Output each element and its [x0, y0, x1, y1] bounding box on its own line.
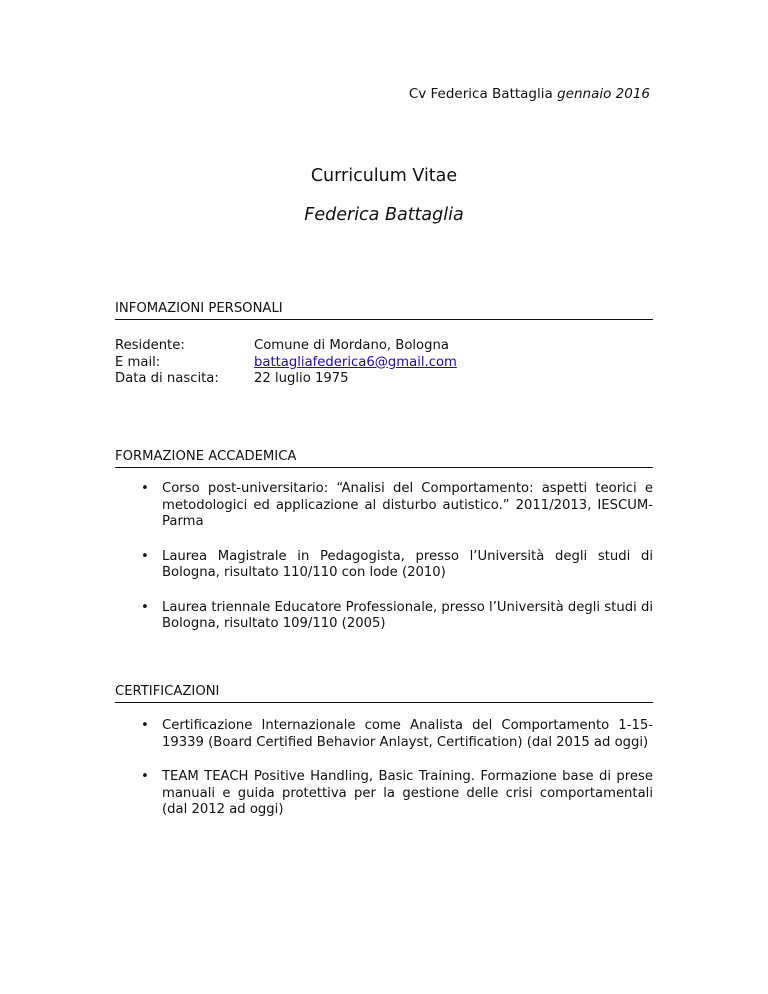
info-value-residence: Comune di Mordano, Bologna	[254, 338, 449, 353]
bullet-marker: •	[141, 769, 149, 784]
certifications-list	[115, 718, 653, 837]
education-item-text: Laurea triennale Educatore Professionale, presso l’Università degli studi di Bologna, risultato 109/110 (2005)	[162, 599, 653, 631]
page-header	[409, 86, 650, 102]
section-heading-certifications: CERTIFICAZIONI	[115, 684, 653, 703]
header-date: gennaio 2016	[557, 86, 650, 102]
document-title: Curriculum Vitae	[310, 166, 458, 186]
info-label: E mail:	[115, 354, 161, 370]
info-value-email	[254, 355, 457, 372]
info-row-email	[115, 355, 457, 372]
header-cv-label: Cv Federica Battaglia	[408, 86, 553, 102]
info-row-residence	[115, 338, 457, 355]
section-heading-personal: INFOMAZIONI PERSONALI	[115, 301, 653, 320]
certification-item-text: TEAM TEACH Positive Handling, Basic Training. Formazione base di prese manuali e guida protettiva per la gestione delle crisi comportamentali (dal 2012 ad oggi)	[162, 769, 653, 817]
info-value-birthdate: 22 luglio 1975	[254, 371, 349, 386]
email-link[interactable]: battagliafederica6@gmail.com	[254, 354, 457, 370]
list-item	[115, 481, 653, 531]
personal-info-table	[115, 338, 457, 388]
bullet-marker: •	[141, 599, 149, 615]
info-label: Data di nascita:	[115, 371, 219, 386]
list-item	[115, 718, 653, 751]
list-item	[115, 600, 653, 633]
person-name: Federica Battaglia	[304, 205, 464, 225]
list-item	[115, 769, 653, 819]
education-item-text: Corso post-universitario: “Analisi del Comportamento: aspetti teorici e metodologici ed applicazione al disturbo autistico.” 2011/2013, IESCUM-Parma	[162, 481, 653, 529]
info-label: Residente:	[115, 338, 185, 353]
bullet-marker: •	[141, 718, 149, 733]
list-item	[115, 549, 653, 582]
education-list	[115, 481, 653, 651]
bullet-marker: •	[141, 548, 149, 564]
bullet-marker: •	[141, 481, 149, 496]
info-row-birthdate	[115, 371, 457, 388]
education-item-text: Laurea Magistrale in Pedagogista, presso l’Università degli studi di Bologna, risultato 110/110 con lode (2010)	[162, 548, 653, 580]
certification-item-text: Certificazione Internazionale come Analista del Comportamento 1-15-19339 (Board Certified Behavior Anlayst, Certification) (dal 2015 ad oggi)	[162, 718, 653, 750]
section-heading-education: FORMAZIONE ACCADEMICA	[115, 449, 653, 468]
